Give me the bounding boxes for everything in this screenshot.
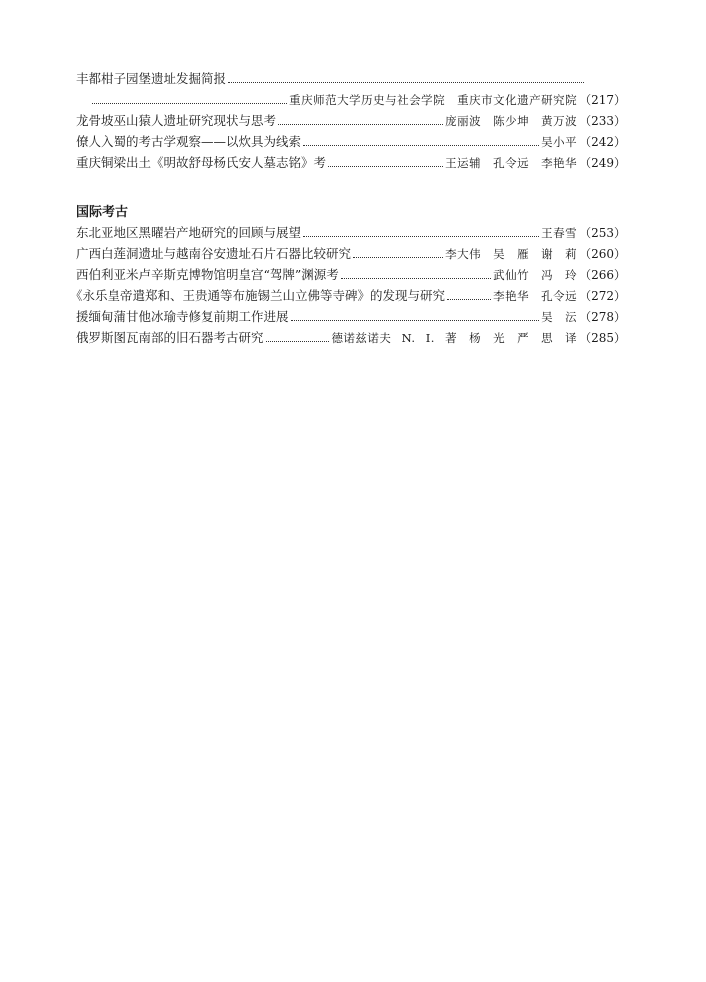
toc-entry-author: 德诺兹诺夫 N. I. 著 杨 光 严 思 译	[331, 331, 578, 345]
toc-entry[interactable]	[76, 152, 626, 172]
dot-leader	[92, 103, 287, 104]
toc-entry-author: 吴小平	[541, 135, 578, 149]
toc-entry-author: 重庆师范大学历史与社会学院 重庆市文化遗产研究院	[289, 93, 578, 107]
dot-leader	[228, 82, 584, 83]
dot-leader	[341, 278, 491, 279]
toc-entry-title: 西伯利亚米卢辛斯克博物馆明皇宫“驾牌”渊源考	[76, 267, 339, 282]
toc-entry-author: 吴 沄	[541, 310, 578, 324]
toc-entry-title: 僚人入蜀的考古学观察——以炊具为线索	[76, 134, 302, 149]
toc-entry-title: 丰都柑子园堡遗址发掘简报	[76, 71, 227, 86]
toc-entry-title: 援缅甸蒲甘他冰瑜寺修复前期工作进展	[76, 309, 289, 324]
dot-leader	[303, 145, 539, 146]
toc-entry-page: （285）	[579, 331, 626, 345]
toc-entry-author: 李艳华 孔令远	[493, 289, 578, 303]
toc-entry[interactable]	[70, 285, 626, 305]
dot-leader	[353, 257, 443, 258]
toc-entry-continuation[interactable]	[90, 89, 626, 109]
toc-entry-page: （272）	[579, 289, 626, 303]
toc-entry-author: 李大伟 吴 雁 谢 莉	[445, 247, 578, 261]
dot-leader	[291, 320, 540, 321]
toc-entry-title: 东北亚地区黑曜岩产地研究的回顾与展望	[76, 225, 302, 240]
toc-entry-page: （233）	[579, 114, 626, 128]
toc-entry-title: 俄罗斯图瓦南部的旧石器考古研究	[76, 330, 264, 345]
toc-entry[interactable]	[76, 110, 626, 130]
toc-entry[interactable]	[76, 327, 626, 347]
toc-entry-title: 《永乐皇帝遣郑和、王贵通等布施锡兰山立佛等寺碑》的发现与研究	[70, 288, 446, 303]
toc-entry[interactable]	[76, 68, 584, 88]
toc-entry-page: （260）	[579, 247, 626, 261]
dot-leader	[303, 236, 539, 237]
toc-entry[interactable]	[76, 306, 626, 326]
toc-entry-author: 王运辅 孔令远 李艳华	[445, 156, 578, 170]
toc-entry-page: （217）	[579, 93, 626, 107]
toc-entry-author: 王春雪	[541, 226, 578, 240]
toc-entry-page: （253）	[579, 226, 626, 240]
toc-entry-page: （249）	[579, 156, 626, 170]
toc-entry-title: 重庆铜梁出土《明故舒母杨氏安人墓志铭》考	[76, 155, 327, 170]
dot-leader	[266, 341, 330, 342]
dot-leader	[328, 166, 443, 167]
toc-entry-author: 庞丽波 陈少坤 黄万波	[445, 114, 578, 128]
toc-entry[interactable]	[76, 264, 626, 284]
toc-entry[interactable]	[76, 243, 626, 263]
dot-leader	[447, 299, 491, 300]
toc-entry-author: 武仙竹 冯 玲	[493, 268, 578, 282]
toc-entry[interactable]	[76, 131, 626, 151]
toc-entry-title: 龙骨坡巫山猿人遗址研究现状与思考	[76, 113, 277, 128]
toc-entry-title: 广西白莲洞遗址与越南谷安遗址石片石器比较研究	[76, 246, 352, 261]
dot-leader	[278, 124, 443, 125]
toc-entry-page: （278）	[579, 310, 626, 324]
toc-entry-page: （266）	[579, 268, 626, 282]
section-heading: 国际考古	[76, 205, 129, 220]
toc-entry-page: （242）	[579, 135, 626, 149]
toc-entry[interactable]	[76, 222, 626, 242]
